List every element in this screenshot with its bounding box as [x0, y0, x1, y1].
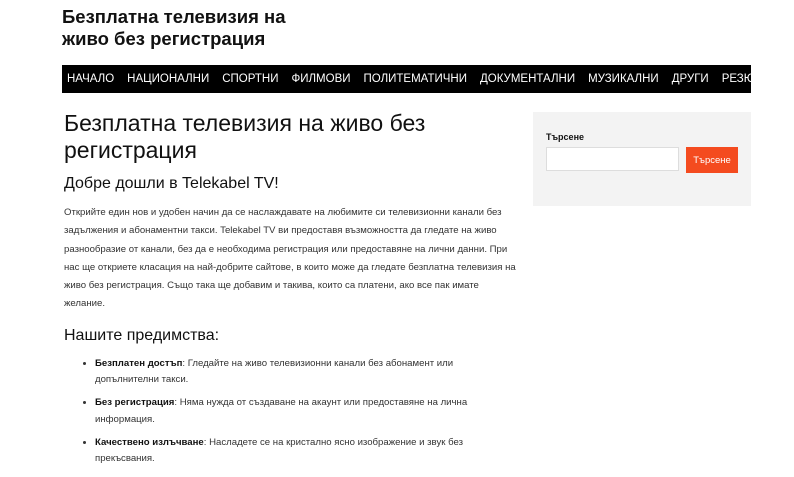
benefit-title: Качествено излъчване	[95, 436, 204, 448]
list-item	[95, 356, 519, 389]
search-input[interactable]	[546, 147, 679, 171]
welcome-heading: Добре дошли в Telekabel TV!	[64, 175, 279, 192]
main-content	[64, 110, 519, 474]
nav-item-movies[interactable]: ФИЛМОВИ	[291, 73, 351, 85]
search-label: Търсене	[546, 132, 585, 142]
site-title[interactable]: Безплатна телевизия на живо без регистрация	[62, 6, 286, 49]
nav-item-general[interactable]: ПОЛИТЕМАТИЧНИ	[363, 73, 467, 85]
benefit-title: Без регистрация	[95, 397, 175, 409]
benefits-heading: Нашите предимства:	[64, 326, 220, 344]
list-item	[95, 395, 519, 428]
nav-item-home[interactable]: НАЧАЛО	[67, 73, 115, 85]
benefit-text: : Насладете се на кристално ясно изображение и звук без прекъсвания.	[95, 436, 464, 465]
nav-item-sports[interactable]: СПОРТНИ	[222, 73, 279, 85]
nav-item-other[interactable]: ДРУГИ	[671, 73, 709, 85]
nav-item-national[interactable]: НАЦИОНАЛНИ	[127, 73, 210, 85]
main-nav	[62, 65, 787, 93]
benefit-title: Безплатен достъп	[95, 357, 183, 369]
intro-paragraph: Открийте един нов и удобен начин да се наслаждавате на любимите си телевизионни канали без задължения и абонаментни такси. Telekabel TV ви предоставя възможността да гледате на живо разнообразие от канали, без да е необходима регистрация или предоставяне на лични данни. При нас ще откриете класация на най-добрите сайтове, в които може да гледате безплатна телевизия на живо без регистрация. Също така ще добавим и такива, които са платени, ако все пак имате желание.	[64, 207, 516, 310]
list-item	[95, 435, 519, 468]
sidebar-search-widget	[533, 112, 751, 206]
search-button[interactable]: Търсене	[686, 147, 738, 173]
benefits-list	[64, 356, 519, 468]
nav-item-summaries[interactable]: РЕЗЮМЕТА	[721, 73, 787, 85]
benefit-text: : Няма нужда от създаване на акаунт или предоставяне на лична информация.	[95, 397, 468, 425]
benefit-text: : Гледайте на живо телевизионни канали без абонамент или допълнителни такси.	[95, 357, 454, 386]
nav-item-documentary[interactable]: ДОКУМЕНТАЛНИ	[479, 73, 576, 85]
nav-item-music[interactable]: МУЗИКАЛНИ	[588, 73, 659, 85]
page-title: Безплатна телевизия на живо без регистрация	[64, 110, 426, 163]
